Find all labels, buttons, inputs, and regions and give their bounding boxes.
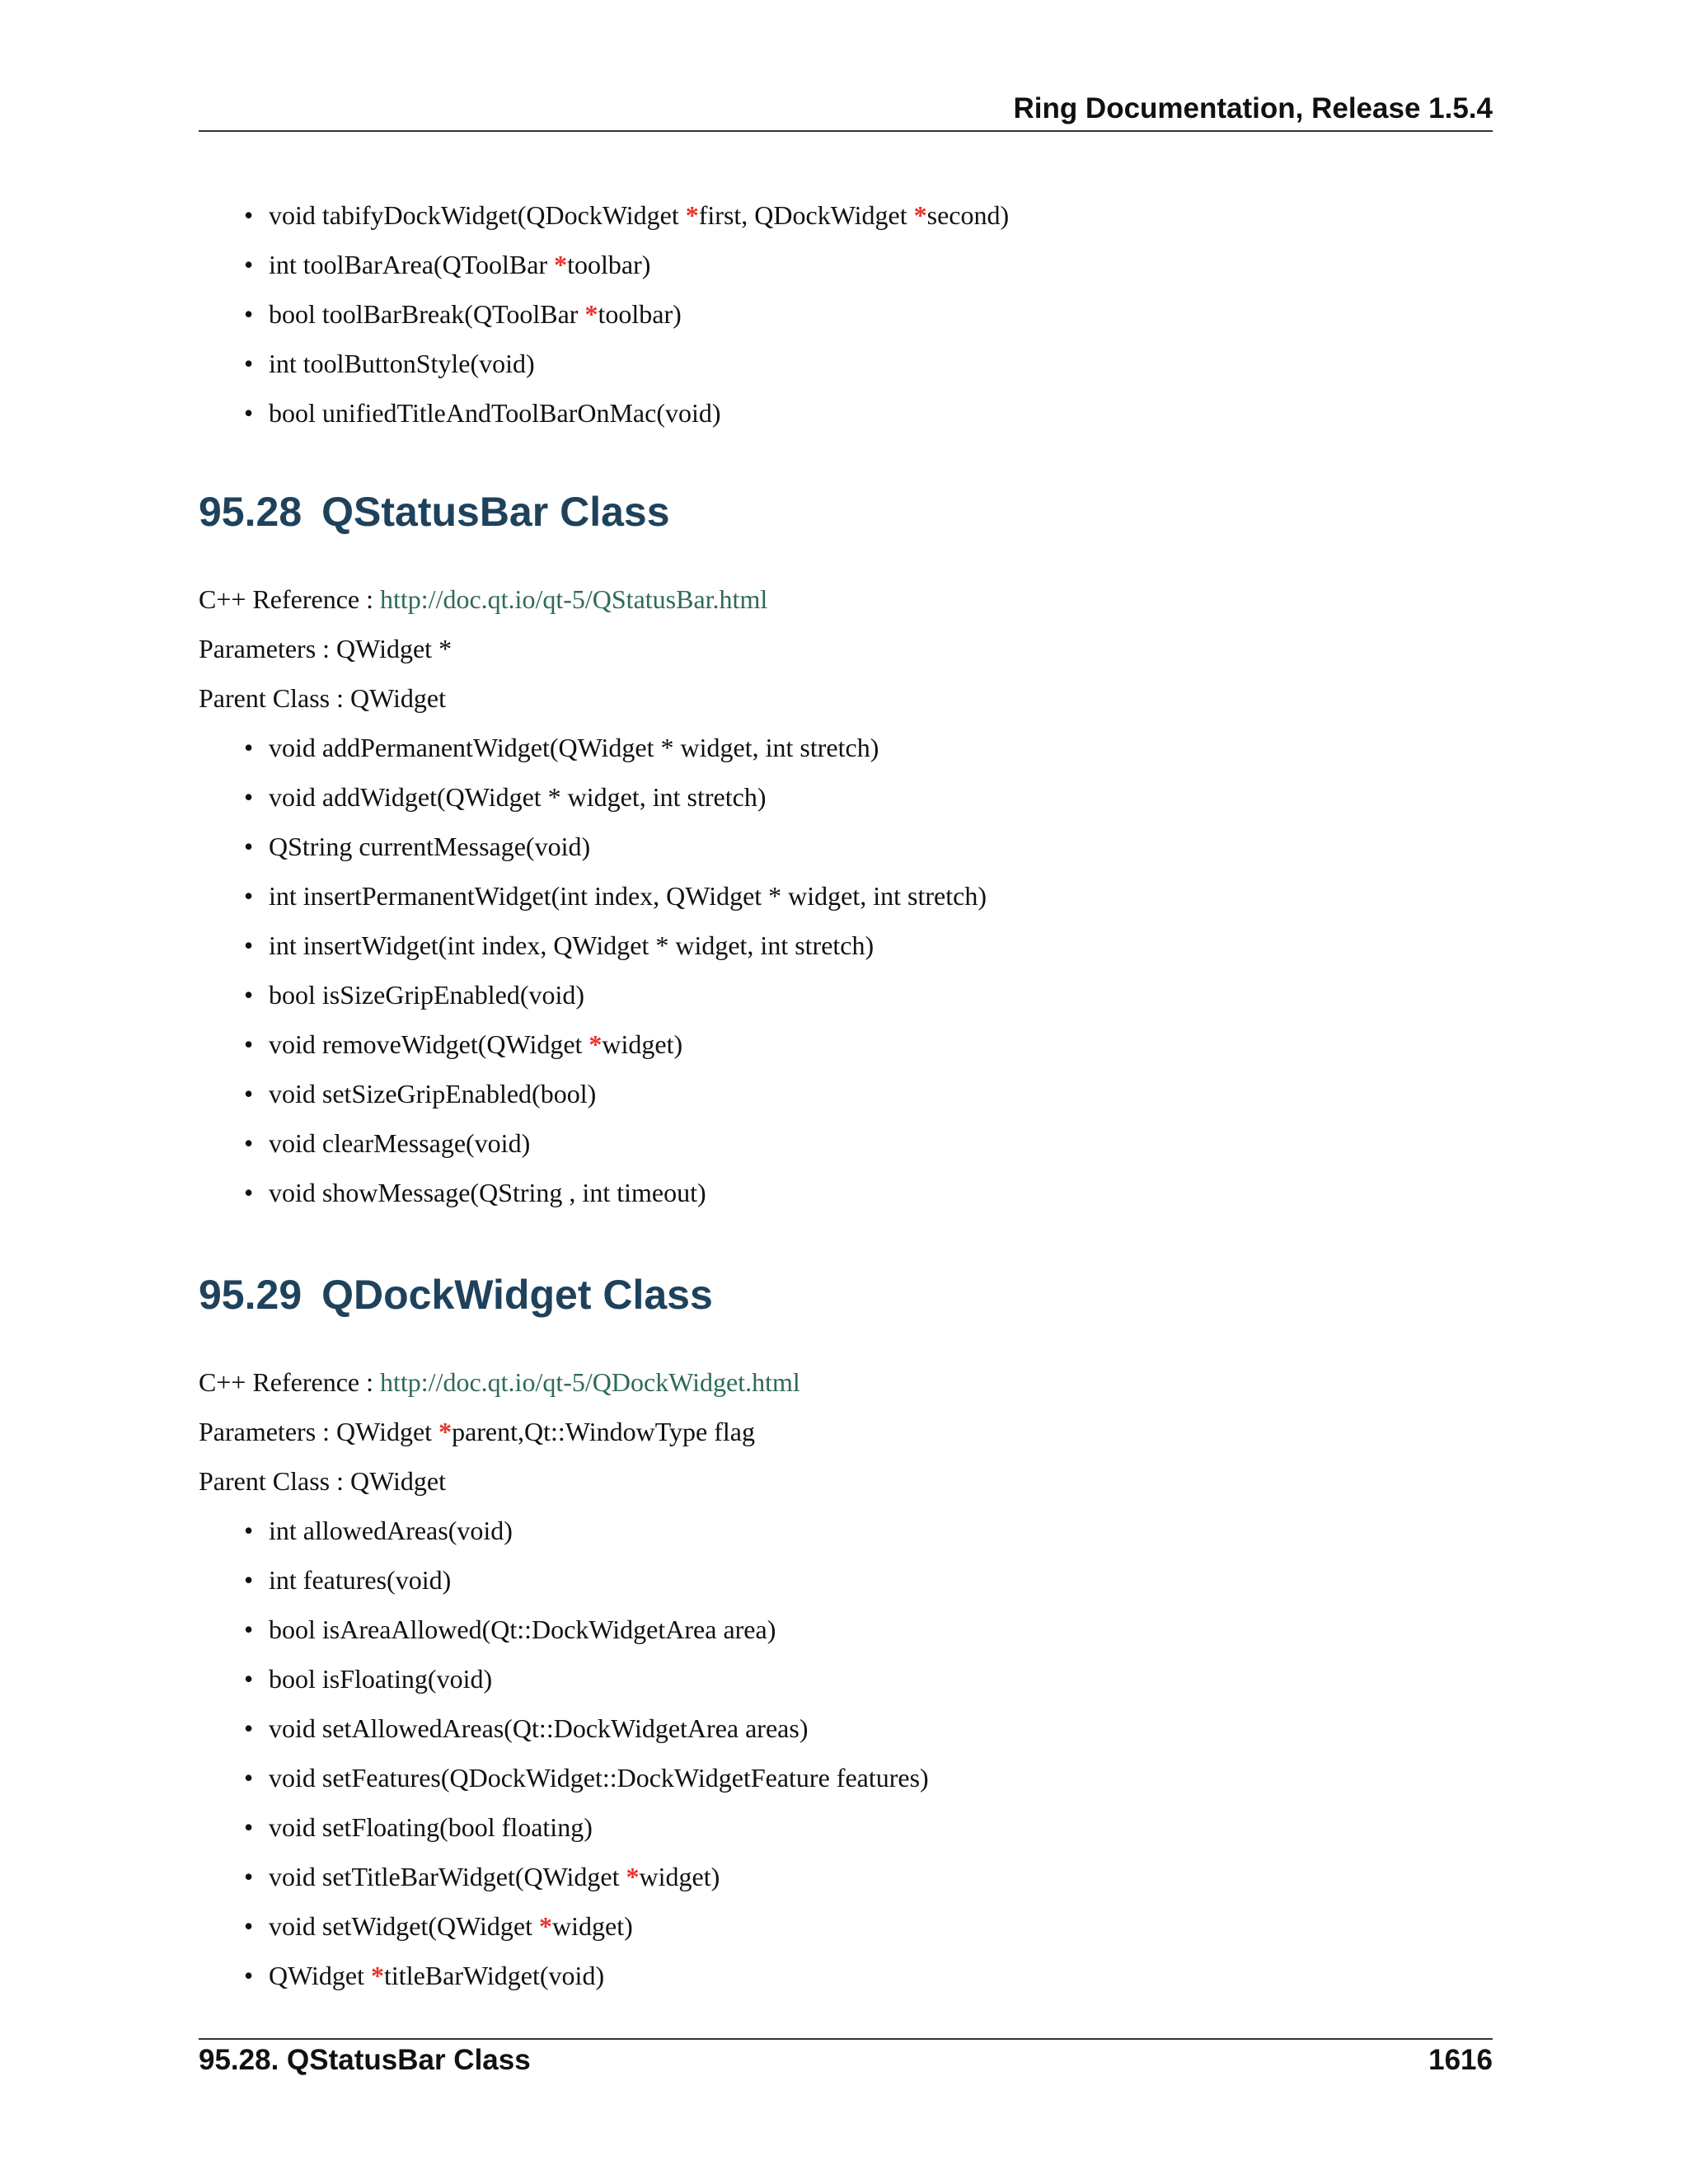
parameters-line: Parameters : QWidget * [199, 634, 452, 663]
intro-method-list [244, 190, 1009, 438]
bullet-icon: • [244, 1713, 254, 1743]
list-item: • void setAllowedAreas(Qt::DockWidgetArea areas) [244, 1704, 929, 1753]
cpp-reference: C++ Reference : http://doc.qt.io/qt-5/QStatusBar.html [199, 584, 768, 614]
list-item: • QString currentMessage(void) [244, 822, 987, 871]
parent-class-line: Parent Class : QWidget [199, 1466, 446, 1496]
bullet-icon: • [244, 1029, 254, 1059]
cpp-reference: C++ Reference : http://doc.qt.io/qt-5/QDockWidget.html [199, 1367, 800, 1397]
qdockwidget-method-list [244, 1506, 929, 2000]
parameters-line: Parameters : QWidget *parent,Qt::WindowType flag [199, 1417, 755, 1446]
header-rule [199, 130, 1493, 132]
list-item: • bool toolBarBreak(QToolBar *toolbar) [244, 289, 1009, 339]
cpp-reference-link[interactable]: http://doc.qt.io/qt-5/QStatusBar.html [380, 584, 768, 614]
list-item: • void removeWidget(QWidget *widget) [244, 1019, 987, 1069]
list-item: • bool isSizeGripEnabled(void) [244, 970, 987, 1019]
list-item: • QWidget *titleBarWidget(void) [244, 1951, 929, 2000]
list-item: • bool unifiedTitleAndToolBarOnMac(void) [244, 388, 1009, 438]
list-item: • void addWidget(QWidget * widget, int stretch) [244, 772, 987, 822]
list-item: • void setTitleBarWidget(QWidget *widget) [244, 1852, 929, 1901]
footer-page-number: 1616 [1428, 2044, 1493, 2076]
cpp-reference-link[interactable]: http://doc.qt.io/qt-5/QDockWidget.html [380, 1367, 800, 1397]
list-item: • int insertWidget(int index, QWidget * widget, int stretch) [244, 921, 987, 970]
list-item: • bool isFloating(void) [244, 1654, 929, 1704]
bullet-icon: • [244, 200, 254, 230]
bullet-icon: • [244, 1763, 254, 1793]
section-heading-qdockwidget: 95.29 QDockWidget Class [199, 1272, 713, 1318]
list-item: • void showMessage(QString , int timeout) [244, 1168, 987, 1217]
bullet-icon: • [244, 349, 254, 378]
list-item: • int toolButtonStyle(void) [244, 339, 1009, 388]
bullet-icon: • [244, 733, 254, 762]
bullet-icon: • [244, 1178, 254, 1207]
qstatusbar-method-list [244, 723, 987, 1217]
footer-section-title: 95.28. QStatusBar Class [199, 2044, 531, 2076]
list-item: • bool isAreaAllowed(Qt::DockWidgetArea area) [244, 1605, 929, 1654]
parent-class-line: Parent Class : QWidget [199, 683, 446, 713]
running-header: Ring Documentation, Release 1.5.4 [1013, 92, 1493, 124]
bullet-icon: • [244, 930, 254, 960]
list-item: • int insertPermanentWidget(int index, QWidget * widget, int stretch) [244, 871, 987, 921]
list-item: • int toolBarArea(QToolBar *toolbar) [244, 240, 1009, 289]
list-item: • void addPermanentWidget(QWidget * widget, int stretch) [244, 723, 987, 772]
section-heading-qstatusbar: 95.28 QStatusBar Class [199, 489, 670, 535]
bullet-icon: • [244, 1862, 254, 1891]
bullet-icon: • [244, 782, 254, 812]
bullet-icon: • [244, 398, 254, 428]
bullet-icon: • [244, 299, 254, 329]
list-item: • void tabifyDockWidget(QDockWidget *first, QDockWidget *second) [244, 190, 1009, 240]
footer-rule [199, 2038, 1493, 2040]
bullet-icon: • [244, 1516, 254, 1545]
bullet-icon: • [244, 832, 254, 861]
bullet-icon: • [244, 980, 254, 1010]
bullet-icon: • [244, 250, 254, 279]
list-item: • void setSizeGripEnabled(bool) [244, 1069, 987, 1118]
list-item: • void setFeatures(QDockWidget::DockWidgetFeature features) [244, 1753, 929, 1802]
bullet-icon: • [244, 1961, 254, 1990]
list-item: • int allowedAreas(void) [244, 1506, 929, 1555]
bullet-icon: • [244, 1664, 254, 1694]
list-item: • int features(void) [244, 1555, 929, 1605]
bullet-icon: • [244, 1128, 254, 1158]
document-page [199, 0, 1493, 2184]
list-item: • void setFloating(bool floating) [244, 1802, 929, 1852]
bullet-icon: • [244, 1615, 254, 1644]
list-item: • void setWidget(QWidget *widget) [244, 1901, 929, 1951]
list-item: • void clearMessage(void) [244, 1118, 987, 1168]
bullet-icon: • [244, 881, 254, 911]
bullet-icon: • [244, 1812, 254, 1842]
bullet-icon: • [244, 1079, 254, 1108]
bullet-icon: • [244, 1911, 254, 1941]
bullet-icon: • [244, 1565, 254, 1595]
